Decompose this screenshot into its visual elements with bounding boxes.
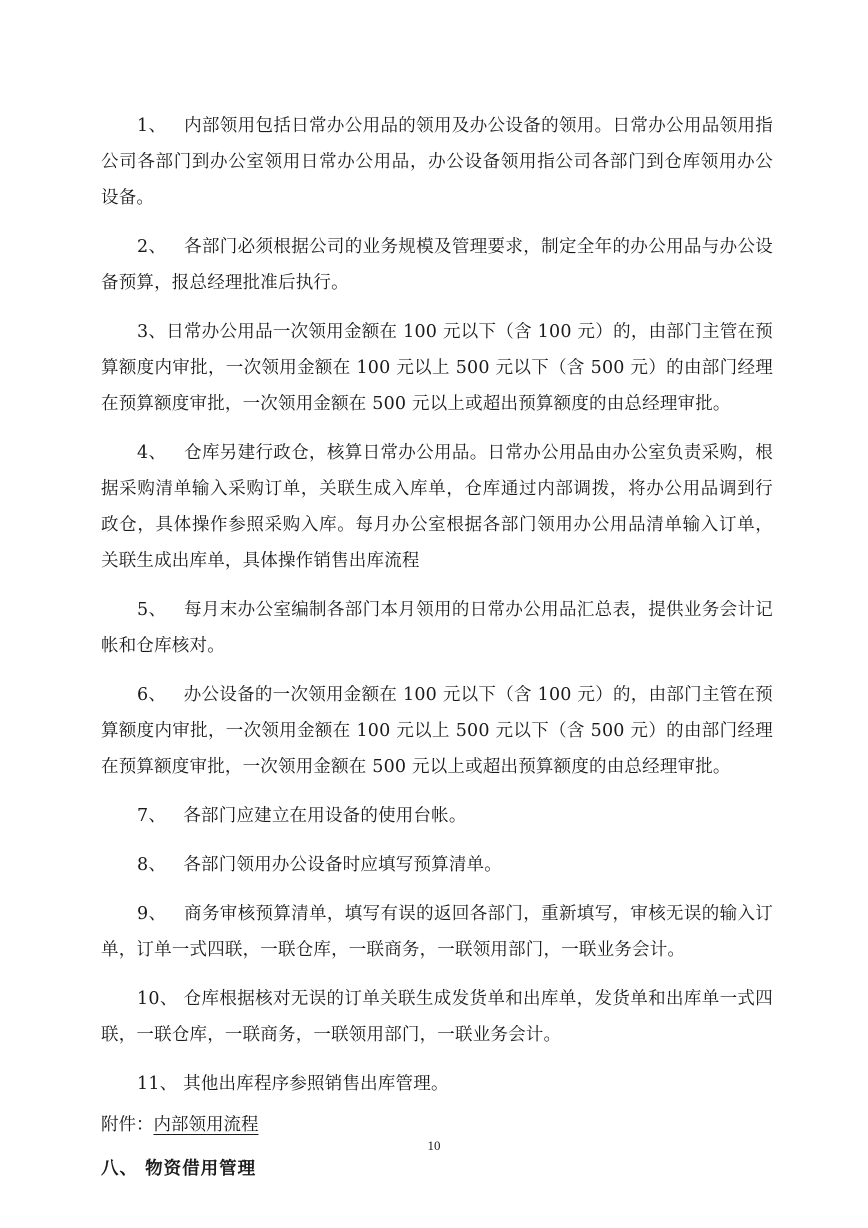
paragraph-9: [101, 896, 773, 968]
paragraph-text: 各部门应建立在用设备的使用台帐。: [183, 806, 467, 826]
paragraph-1: [101, 108, 773, 216]
attachment-link[interactable]: 内部领用流程: [153, 1115, 259, 1135]
item-number: 2、: [137, 237, 167, 257]
item-number: 11、: [137, 1074, 178, 1094]
paragraph-11: [101, 1066, 773, 1102]
paragraph-text: 内部领用包括日常办公用品的领用及办公设备的领用。日常办公用品领用指公司各部门到办公室领用日常办公用品，办公设备领用指公司各部门到仓库领用办公设备。: [101, 116, 773, 208]
item-number: 7、: [137, 806, 167, 826]
item-number: 9、: [137, 904, 167, 924]
paragraph-text: 各部门领用办公设备时应填写预算清单。: [183, 855, 502, 875]
paragraph-text: 商务审核预算清单，填写有误的返回各部门，重新填写，审核无误的输入订单，订单一式四联，一联仓库，一联商务，一联领用部门，一联业务会计。: [101, 904, 773, 960]
paragraph-5: [101, 592, 773, 664]
item-number: 8、: [137, 855, 167, 875]
paragraph-text: 仓库根据核对无误的订单关联生成发货单和出库单，发货单和出库单一式四联，一联仓库，一联商务，一联领用部门，一联业务会计。: [101, 989, 773, 1045]
paragraph-7: [101, 798, 773, 834]
paragraph-text: 每月末办公室编制各部门本月领用的日常办公用品汇总表，提供业务会计记帐和仓库核对。: [101, 600, 773, 656]
paragraph-3: [101, 314, 773, 422]
paragraph-text: 各部门必须根据公司的业务规模及管理要求，制定全年的办公用品与办公设备预算，报总经理批准后执行。: [101, 237, 773, 293]
paragraph-6: [101, 677, 773, 785]
paragraph-text: 日常办公用品一次领用金额在 100 元以下（含 100 元）的，由部门主管在预算额度内审批，一次领用金额在 100 元以上 500 元以下（含 500 元）的由部门经理在预算额度审批，一次领用金额在 500 元以上或超出预算额度的由总经理审批。: [101, 322, 773, 414]
paragraph-text: 办公设备的一次领用金额在 100 元以下（含 100 元）的，由部门主管在预算额度内审批，一次领用金额在 100 元以上 500 元以下（含 500 元）的由部门经理在预算额度审批，一次领用金额在 500 元以上或超出预算额度的由总经理审批。: [101, 685, 773, 777]
item-number: 6、: [137, 685, 167, 705]
item-number: 1、: [137, 116, 167, 136]
item-number: 3、: [137, 322, 167, 342]
item-number: 10、: [137, 989, 178, 1009]
section-heading: 八、 物资借用管理: [101, 1159, 257, 1179]
attachment-label: 附件：: [101, 1115, 154, 1135]
item-number: 4、: [137, 443, 167, 463]
paragraph-4: [101, 435, 773, 579]
paragraph-text: 仓库另建行政仓，核算日常办公用品。日常办公用品由办公室负责采购，根据采购清单输入采购订单，关联生成入库单，仓库通过内部调拨，将办公用品调到行政仓，具体操作参照采购入库。每月办公室根据各部门领用办公用品清单输入订单，关联生成出库单，具体操作销售出库流程: [101, 443, 773, 571]
paragraph-10: [101, 981, 773, 1053]
page-number: 10: [427, 1138, 441, 1153]
paragraph-2: [101, 229, 773, 301]
paragraph-8: [101, 847, 773, 883]
paragraph-text: 其他出库程序参照销售出库管理。: [183, 1074, 449, 1094]
item-number: 5、: [137, 600, 167, 620]
page-content: [101, 108, 773, 1187]
